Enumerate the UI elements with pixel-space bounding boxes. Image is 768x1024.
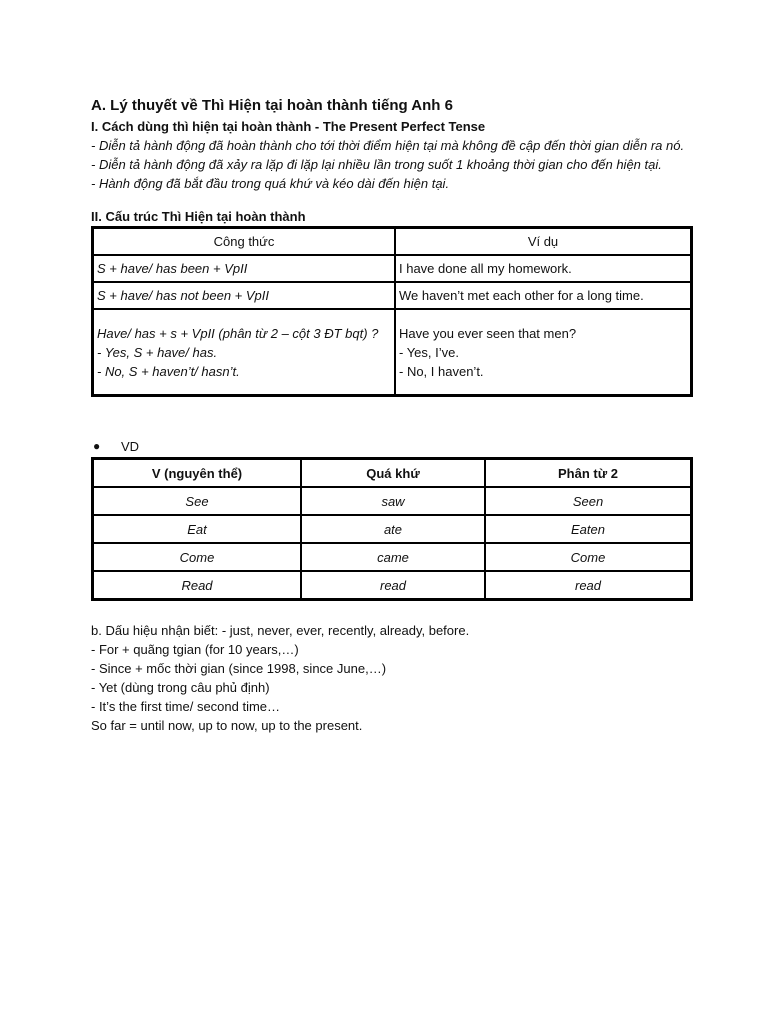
header-past: Quá khứ bbox=[301, 459, 485, 487]
section2-title: II. Cấu trúc Thì Hiện tại hoàn thành bbox=[91, 209, 306, 224]
formula-line: - No, S + haven’t/ hasn’t. bbox=[97, 363, 240, 379]
header-participle: Phân từ 2 bbox=[485, 459, 691, 487]
formula-cell bbox=[93, 309, 395, 395]
header-formula: Công thức bbox=[93, 228, 395, 255]
verb-cell: Come bbox=[93, 543, 301, 571]
table-row bbox=[93, 515, 691, 543]
table-row bbox=[93, 571, 691, 599]
table-row bbox=[93, 487, 691, 515]
signal-line: - Since + mốc thời gian (since 1998, since June,…) bbox=[91, 661, 387, 676]
signal-words bbox=[91, 621, 696, 735]
example-cell: I have done all my homework. bbox=[395, 255, 691, 282]
bullet-item bbox=[91, 437, 696, 455]
verb-cell: saw bbox=[301, 487, 485, 515]
signal-line: So far = until now, up to now, up to the present. bbox=[91, 718, 363, 733]
signal-line: - It’s the first time/ second time… bbox=[91, 699, 281, 714]
verb-cell: See bbox=[93, 487, 301, 515]
verb-cell: read bbox=[301, 571, 485, 599]
verb-cell: Come bbox=[485, 543, 691, 571]
table-header-row bbox=[93, 459, 691, 487]
document-page bbox=[91, 96, 696, 735]
usage-line-2: - Diễn tả hành động đã xảy ra lặp đi lặp lại nhiều lần trong suốt 1 khoảng thời gian cho đến hiện tại. bbox=[91, 157, 662, 172]
verb-cell: Seen bbox=[485, 487, 691, 515]
example-line: - No, I haven’t. bbox=[399, 363, 484, 379]
usage-line-1: - Diễn tả hành động đã hoàn thành cho tới thời điểm hiện tại mà không đề cập đến thời gian diễn ra nó. bbox=[91, 138, 685, 153]
header-example: Ví dụ bbox=[395, 228, 691, 255]
verb-cell: Eaten bbox=[485, 515, 691, 543]
table-header-row bbox=[93, 228, 691, 255]
main-heading: A. Lý thuyết về Thì Hiện tại hoàn thành tiếng Anh 6 bbox=[91, 97, 453, 114]
example-line: - Yes, I’ve. bbox=[399, 344, 459, 360]
formula-cell: S + have/ has not been + VpII bbox=[93, 282, 395, 309]
signal-line: b. Dấu hiệu nhận biết: - just, never, ever, recently, already, before. bbox=[91, 623, 470, 638]
structure-table bbox=[91, 226, 693, 397]
signal-line: - For + quãng tgian (for 10 years,…) bbox=[91, 642, 299, 657]
table-row bbox=[93, 543, 691, 571]
formula-cell: S + have/ has been + VpII bbox=[93, 255, 395, 282]
formula-line: - Yes, S + have/ has. bbox=[97, 344, 218, 360]
header-base-form: V (nguyên thể) bbox=[93, 459, 301, 487]
verb-cell: Eat bbox=[93, 515, 301, 543]
example-line: Have you ever seen that men? bbox=[399, 325, 577, 341]
table-row bbox=[93, 282, 691, 309]
example-cell bbox=[395, 309, 691, 395]
signal-line: - Yet (dùng trong câu phủ định) bbox=[91, 680, 270, 695]
section1-title: I. Cách dùng thì hiện tại hoàn thành - The Present Perfect Tense bbox=[91, 119, 486, 134]
verb-cell: came bbox=[301, 543, 485, 571]
verb-table bbox=[91, 457, 693, 601]
table-row bbox=[93, 309, 691, 395]
example-cell: We haven’t met each other for a long time. bbox=[395, 282, 691, 309]
verb-cell: read bbox=[485, 571, 691, 599]
bullet-label: VD bbox=[121, 438, 140, 454]
table-row bbox=[93, 255, 691, 282]
usage-line-3: - Hành động đã bắt đầu trong quá khứ và kéo dài đến hiện tại. bbox=[91, 176, 450, 191]
verb-cell: ate bbox=[301, 515, 485, 543]
formula-line: Have/ has + s + VpII (phân từ 2 – cột 3 ĐT bqt) ? bbox=[97, 325, 379, 341]
bullet-dot-icon: ● bbox=[93, 439, 101, 453]
verb-cell: Read bbox=[93, 571, 301, 599]
